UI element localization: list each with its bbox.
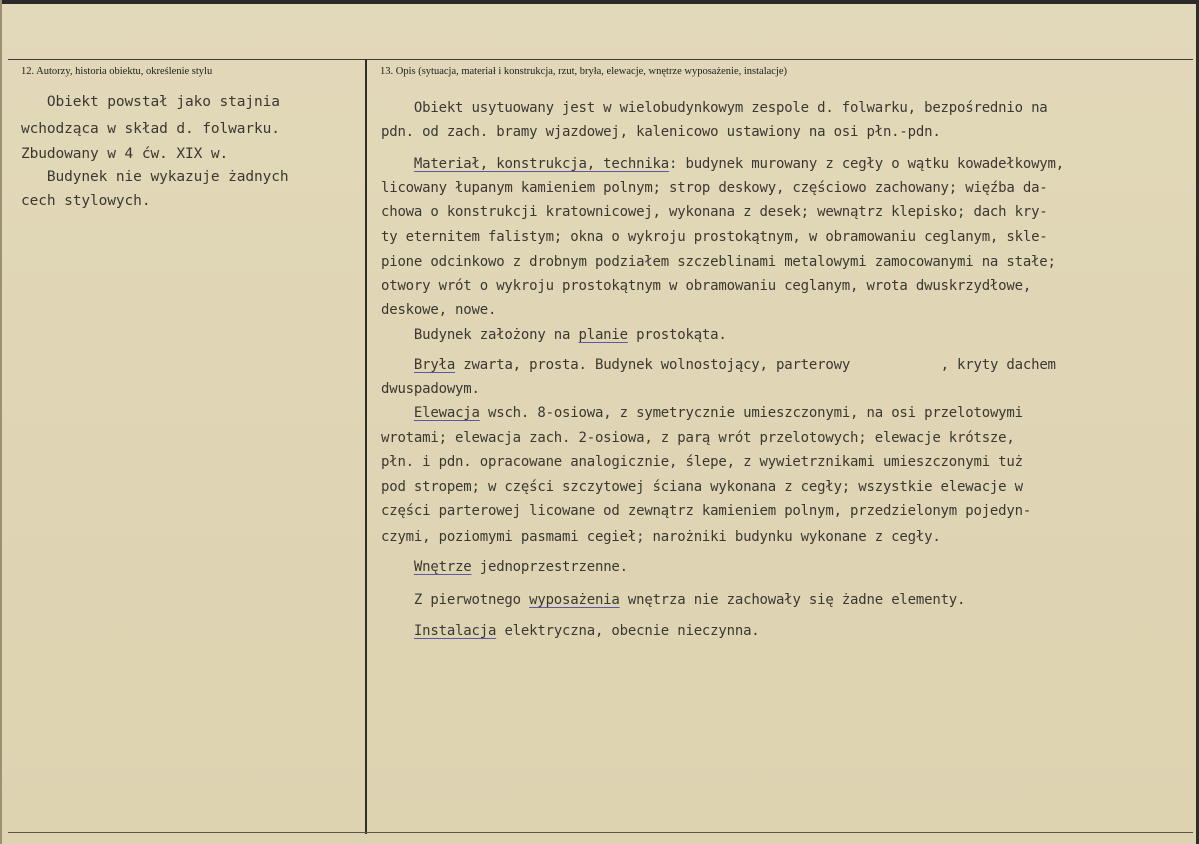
- section-12-header: 12. Autorzy, historia obiektu, określenie stylu: [21, 66, 213, 77]
- description-line: [381, 357, 1056, 373]
- description-line: [381, 454, 1023, 470]
- description-line: [381, 559, 628, 575]
- description-line: [381, 302, 496, 318]
- description-line: [381, 254, 1056, 270]
- underlined-heading: planie: [578, 327, 628, 343]
- description-line: [381, 503, 1031, 519]
- underlined-heading: Wnętrze: [413, 559, 472, 575]
- line-text: jednoprzestrzenne.: [471, 559, 628, 575]
- description-line: [381, 327, 727, 343]
- column-divider: [365, 59, 367, 834]
- line-text: ty eternitem falistym; okna o wykroju prostokątnym, w obramowaniu ceglanym, skle-: [381, 229, 1048, 245]
- description-line: [381, 180, 1048, 196]
- history-line: Zbudowany w 4 ćw. XIX w.: [21, 146, 229, 162]
- line-text: wsch. 8-osiowa, z symetrycznie umieszczonymi, na osi przelotowymi: [479, 405, 1023, 421]
- line-text: zwarta, prosta. Budynek wolnostojący, parterowy , kryty dachem: [455, 357, 1056, 373]
- line-text: otwory wrót o wykroju prostokątnym w obramowaniu ceglanym, wrota dwuskrzydłowe,: [381, 278, 1032, 294]
- line-text: [381, 357, 414, 373]
- line-text: elektryczna, obecnie nieczynna.: [496, 623, 760, 639]
- line-text: [381, 405, 414, 421]
- line-text: Z pierwotnego: [381, 592, 530, 608]
- description-line: [381, 592, 965, 608]
- underlined-heading: Bryła: [413, 357, 456, 373]
- line-text: chowa o konstrukcji kratownicowej, wykonana z desek; wewnątrz klepisko; dach kry-: [381, 204, 1048, 220]
- history-line: Budynek nie wykazuje żadnych: [21, 169, 289, 185]
- left-border: [0, 0, 2, 844]
- line-text: : budynek murowany z cegły o wątku kowadełkowym,: [669, 156, 1064, 172]
- underlined-heading: Materiał, konstrukcja, technika: [413, 156, 670, 172]
- line-text: pod stropem; w części szczytowej ściana wykonana z cegły; wszystkie elewacje w: [381, 479, 1023, 495]
- line-text: pdn. od zach. bramy wjazdowej, kalenicowo ustawiony na osi płn.-pdn.: [381, 124, 941, 140]
- top-border: [0, 0, 1199, 4]
- description-line: [381, 479, 1023, 495]
- line-text: deskowe, nowe.: [381, 302, 497, 318]
- description-line: [381, 124, 941, 140]
- header-rule: [8, 59, 1193, 60]
- line-text: [381, 156, 414, 172]
- underlined-heading: Elewacja: [413, 405, 480, 421]
- description-line: [381, 623, 760, 639]
- underlined-heading: wyposażenia: [529, 592, 620, 608]
- line-text: dwuspadowym.: [381, 381, 480, 397]
- description-line: [381, 405, 1023, 421]
- line-text: czymi, poziomymi pasmami cegieł; narożniki budynku wykonane z cegły.: [381, 529, 941, 545]
- line-text: [381, 623, 414, 639]
- line-text: Budynek założony na: [381, 327, 579, 343]
- line-text: części parterowej licowane od zewnątrz kamieniem polnym, przedzielonym pojedyn-: [381, 503, 1032, 519]
- bottom-rule: [8, 832, 1193, 833]
- line-text: płn. i pdn. opracowane analogicznie, ślepe, z wywietrznikami umieszczonymi tuż: [381, 454, 1023, 470]
- line-text: Obiekt usytuowany jest w wielobudynkowym zespole d. folwarku, bezpośrednio na: [381, 100, 1048, 116]
- history-line: cech stylowych.: [21, 193, 151, 209]
- line-text: pione odcinkowo z drobnym podziałem szczeblinami metalowymi zamocowanymi na stałe;: [381, 254, 1056, 270]
- description-line: [381, 529, 941, 545]
- line-text: licowany łupanym kamieniem polnym; strop deskowy, częściowo zachowany; więźba da-: [381, 180, 1048, 196]
- description-line: [381, 100, 1048, 116]
- description-line: [381, 229, 1048, 245]
- section-13-header: 13. Opis (sytuacja, materiał i konstrukcja, rzut, bryła, elewacje, wnętrze wyposażenie, instalacje): [380, 66, 788, 77]
- history-line: wchodząca w skład d. folwarku.: [21, 121, 280, 137]
- description-line: [381, 381, 480, 397]
- description-line: [381, 430, 1015, 446]
- description-line: [381, 156, 1064, 172]
- line-text: [381, 559, 414, 575]
- underlined-heading: Instalacja: [413, 623, 497, 639]
- history-line: Obiekt powstał jako stajnia: [21, 94, 280, 110]
- line-text: prostokąta.: [627, 327, 727, 343]
- description-line: [381, 204, 1048, 220]
- line-text: wnętrza nie zachowały się żadne elementy.: [619, 592, 966, 608]
- line-text: wrotami; elewacja zach. 2-osiowa, z parą wrót przelotowych; elewacje krótsze,: [381, 430, 1015, 446]
- description-line: [381, 278, 1031, 294]
